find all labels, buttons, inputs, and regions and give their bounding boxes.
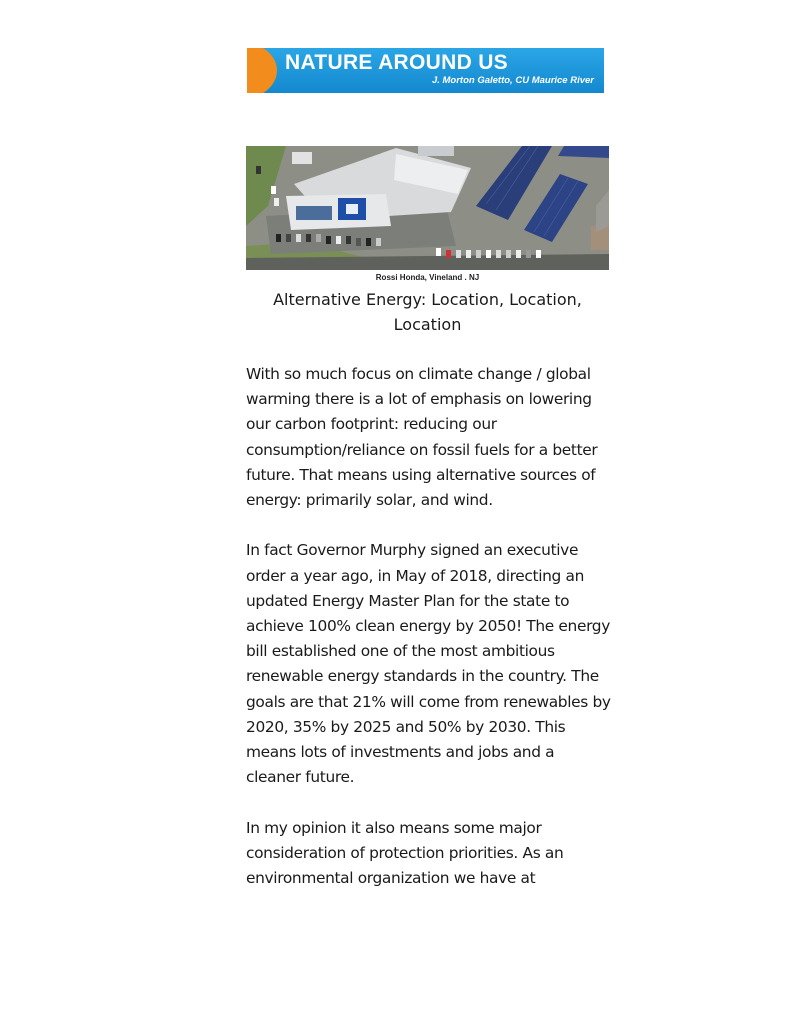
- banner-byline: J. Morton Galetto, CU Maurice River: [431, 75, 594, 86]
- article-headline: Alternative Energy: Location, Location, Location: [273, 290, 582, 334]
- paragraph: In my opinion it also means some major consideration of protection priorities. As an environmental organization we have at: [246, 818, 564, 888]
- aerial-photo: [246, 146, 609, 270]
- paragraph: With so much focus on climate change / global warming there is a lot of emphasis on lowering our carbon footprint: reducing our consumption/reliance on fossil fuels for a better future. That means using alternative sources of energy: primarily solar, and wind.: [246, 365, 598, 510]
- header-banner: [247, 48, 604, 93]
- paragraph: In fact Governor Murphy signed an executive order a year ago, in May of 2018, directing an updated Energy Master Plan for the state to achieve 100% clean energy by 2050! The energy bill established one of the most ambitious renewable energy standards in the country. The goals are that 21% will come from renewables by 2020, 35% by 2025 and 50% by 2030. This means lots of investments and jobs and a cleaner future.: [246, 541, 611, 787]
- photo-caption: Rossi Honda, Vineland . NJ: [375, 273, 480, 282]
- banner-title: NATURE AROUND US: [285, 51, 508, 74]
- article-body: [246, 362, 612, 916]
- banner-orange-arc: [247, 48, 277, 93]
